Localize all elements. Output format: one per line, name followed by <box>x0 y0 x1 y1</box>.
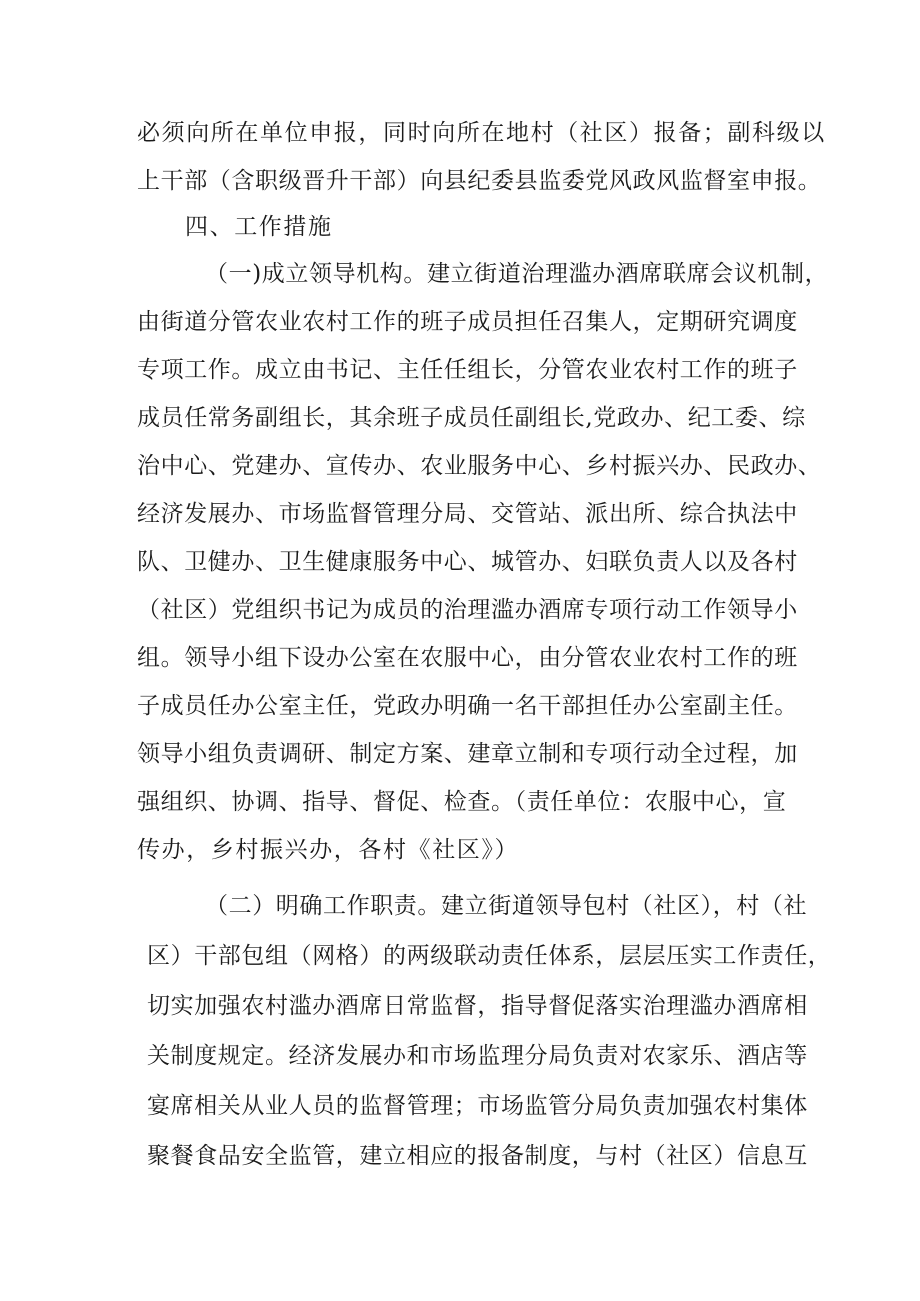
body-text-line: 治中心、党建办、宣传办、农业服务中心、乡村振兴办、民政办、 <box>137 453 822 479</box>
body-text-line: 上干部（含职级晋升干部）向县纪委县监委党风政风监督室申报。 <box>137 168 822 194</box>
body-text-line: 领导小组负责调研、制定方案、建章立制和专项行动全过程，加 <box>137 741 798 767</box>
body-text-line: 经济发展办、市场监督管理分局、交管站、派出所、综合执法中 <box>137 501 798 527</box>
body-text-line: 成员任常务副组长，其余班子成员任副组长,党政办、纪工委、综 <box>137 405 806 431</box>
body-text-line: 传办，乡村振兴办，各村《社区》） <box>137 837 520 863</box>
body-text-line: 专项工作。成立由书记、主任任组长，分管农业农村工作的班子 <box>137 357 798 383</box>
body-text-line: 组。领导小组下设办公室在农服中心，由分管农业农村工作的班 <box>137 645 798 671</box>
body-text-line: 区）干部包组（网格）的两级联动责任体系，层层压实工作责任， <box>147 943 832 969</box>
body-text-line: （一)成立领导机构。建立街道治理滥办酒席联席会议机制， <box>205 261 829 287</box>
body-text-line: 必须向所在单位申报，同时向所在地村（社区）报备；副科级以 <box>137 120 826 146</box>
body-text-line: 队、卫健办、卫生健康服务中心、城管办、妇联负责人以及各村 <box>137 549 798 575</box>
body-text-line: 强组织、协调、指导、督促、检查。（责任单位：农服中心，宣 <box>137 789 787 815</box>
body-text-line: 关制度规定。经济发展办和市场监理分局负责对农家乐、酒店等 <box>147 1043 808 1069</box>
body-text-line: 由街道分管农业农村工作的班子成员担任召集人，定期研究调度 <box>137 309 798 335</box>
section-heading: 四、工作措施 <box>185 214 333 240</box>
body-text-line: 切实加强农村滥办酒席日常监督，指导督促落实治理滥办酒席相 <box>147 993 808 1019</box>
body-text-line: （社区）党组织书记为成员的治理滥办酒席专项行动工作领导小 <box>137 597 798 623</box>
body-text-line: （二）明确工作职责。建立街道领导包村（社区），村（社 <box>205 893 808 919</box>
body-text-line: 宴席相关从业人员的监督管理；市场监管分局负责加强农村集体 <box>147 1093 808 1119</box>
body-text-line: 聚餐食品安全监管，建立相应的报备制度，与村（社区）信息互 <box>147 1143 808 1169</box>
body-text-line: 子成员任办公室主任，党政办明确一名干部担任办公室副主任。 <box>137 693 798 719</box>
